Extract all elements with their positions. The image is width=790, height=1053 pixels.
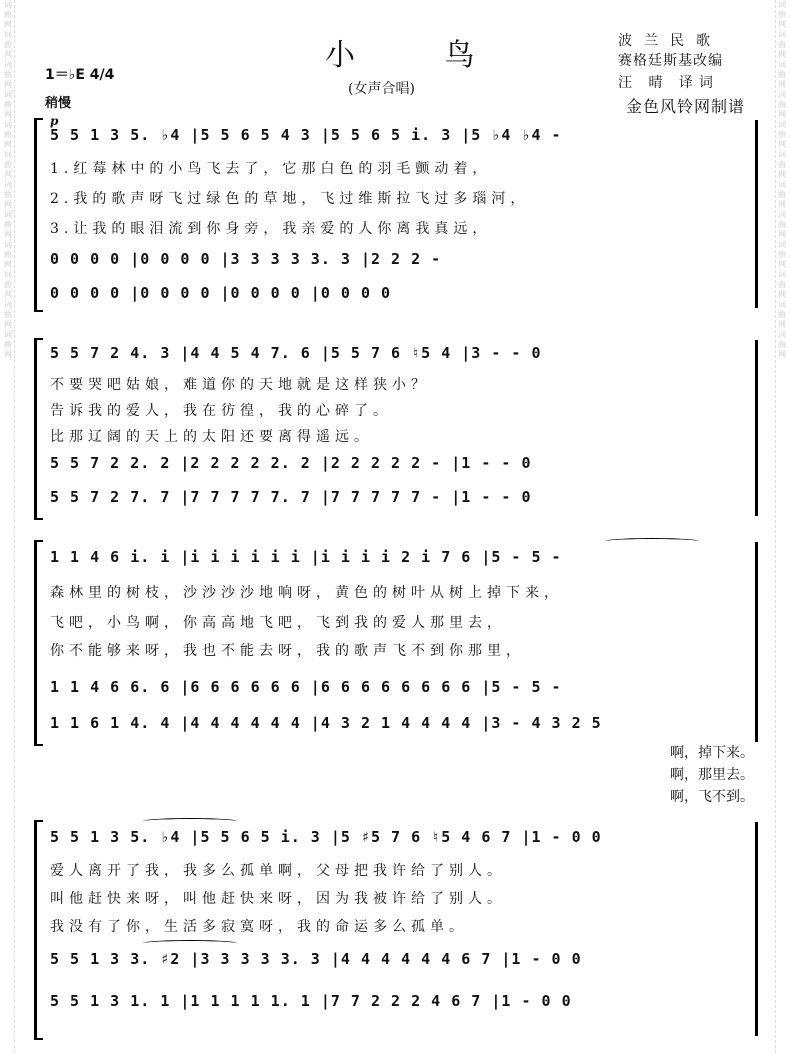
system-bracket — [34, 820, 43, 1040]
system-bracket — [34, 118, 43, 312]
tempo-marking: 稍慢 — [45, 96, 72, 111]
soprano-notes: 5 5 1 3 5. ♭4 |5 5 6 5 4 3 |5 5 6 5 i. 3 |5 ♭4 ♭4 - — [50, 126, 562, 144]
tie-arc — [604, 538, 700, 545]
lyric-verse-3: 比那辽阔的天上的太阳还要离得遥远。 — [50, 429, 373, 445]
bass-notes: 1 1 6 1 4. 4 |4 4 4 4 4 4 |4 3 2 1 4 4 4 4 |3 - 4 3 2 5 — [50, 714, 602, 732]
watermark-right: 词曲网词曲网词曲网词曲网词曲网词曲网词曲网词曲网词曲网词曲网词曲网词曲网 — [775, 0, 788, 1053]
lyric-verse-1: 不要哭吧姑娘，难道你的天地就是这样狭小？ — [50, 377, 430, 393]
soprano-notes: 1 1 4 6 i. i |i i i i i i |i i i i 2 i 7 6 |5 - 5 - — [50, 548, 562, 566]
score-system-2 — [30, 338, 762, 518]
credit-engraver: 金色风铃网制谱 — [626, 97, 746, 116]
credit-origin: 波兰民歌 — [618, 33, 722, 49]
lyric-verse-2: 叫他赶快来呀，叫他赶快来呀，因为我被许给了别人。 — [50, 891, 506, 907]
lyric-verse-1: 1.红莓林中的小鸟飞去了，它那白色的羽毛颤动着， — [50, 161, 492, 177]
alto-notes: 0 0 0 0 |0 0 0 0 |3 3 3 3 3. 3 |2 2 2 - — [50, 250, 442, 268]
lyric-verse-3: 3.让我的眼泪流到你身旁，我亲爱的人你离我真远， — [50, 221, 492, 237]
soprano-notes: 5 5 7 2 4. 3 |4 4 5 4 7. 6 |5 5 7 6 ♮5 4 |3 - - 0 — [50, 344, 542, 362]
ending-lyric-3: 啊，飞不到。 — [670, 789, 754, 805]
system-bracket — [34, 338, 43, 520]
system-end-bar — [755, 340, 758, 516]
credit-arranger: 赛格廷斯基改编 — [618, 53, 723, 69]
score-system-4 — [30, 820, 762, 1038]
key-signature: 1＝♭E 4/4 — [45, 67, 115, 83]
watermark-left: 词曲网词曲网词曲网词曲网词曲网词曲网词曲网词曲网词曲网词曲网词曲网词曲网 — [2, 0, 15, 1053]
song-subtitle: (女声合唱) — [348, 81, 415, 97]
bass-notes: 5 5 7 2 7. 7 |7 7 7 7 7. 7 |7 7 7 7 7 - |1 - - 0 — [50, 488, 532, 506]
soprano-notes: 5 5 1 3 5. ♭4 |5 5 6 5 i. 3 |5 ♯5 7 6 ♮5 4 6 7 |1 - 0 0 — [50, 828, 602, 846]
slur-arc — [142, 940, 238, 947]
bass-notes: 5 5 1 3 1. 1 |1 1 1 1 1. 1 |7 7 2 2 2 4 6 7 |1 - 0 0 — [50, 992, 572, 1010]
song-title: 小 鸟 — [325, 38, 515, 73]
lyric-verse-2: 2.我的歌声呀飞过绿色的草地，飞过维斯拉飞过多瑙河， — [50, 191, 530, 207]
dynamic-mark: p — [50, 114, 59, 128]
credit-lyricist: 汪 晴 译词 — [618, 75, 719, 91]
system-end-bar — [755, 120, 758, 308]
alto-notes: 5 5 1 3 3. ♯2 |3 3 3 3 3. 3 |4 4 4 4 4 4 6 7 |1 - 0 0 — [50, 950, 582, 968]
alto-notes: 1 1 4 6 6. 6 |6 6 6 6 6 6 |6 6 6 6 6 6 6 6 |5 - 5 - — [50, 678, 562, 696]
lyric-verse-3: 你不能够来呀，我也不能去呀，我的歌声飞不到你那里， — [50, 643, 525, 659]
bass-notes: 0 0 0 0 |0 0 0 0 |0 0 0 0 |0 0 0 0 — [50, 284, 392, 302]
system-end-bar — [755, 542, 758, 742]
lyric-verse-3: 我没有了你，生活多寂寞呀，我的命运多么孤单。 — [50, 919, 468, 935]
slur-arc — [142, 818, 238, 825]
ending-lyric-1: 啊，掉下来。 — [670, 745, 754, 761]
lyric-verse-1: 森林里的树枝，沙沙沙沙地响呀，黄色的树叶从树上掉下来， — [50, 585, 563, 601]
lyric-verse-2: 飞吧，小鸟啊，你高高地飞吧，飞到我的爱人那里去， — [50, 615, 506, 631]
score-system-3 — [30, 540, 762, 810]
alto-notes: 5 5 7 2 2. 2 |2 2 2 2 2. 2 |2 2 2 2 2 - |1 - - 0 — [50, 454, 532, 472]
lyric-verse-1: 爱人离开了我，我多么孤单啊，父母把我许给了别人。 — [50, 863, 506, 879]
ending-lyric-2: 啊，那里去。 — [670, 767, 754, 783]
lyric-verse-2: 告诉我的爱人，我在彷徨，我的心碎了。 — [50, 403, 392, 419]
system-bracket — [34, 540, 43, 746]
system-end-bar — [755, 822, 758, 1036]
score-system-1 — [30, 114, 762, 310]
